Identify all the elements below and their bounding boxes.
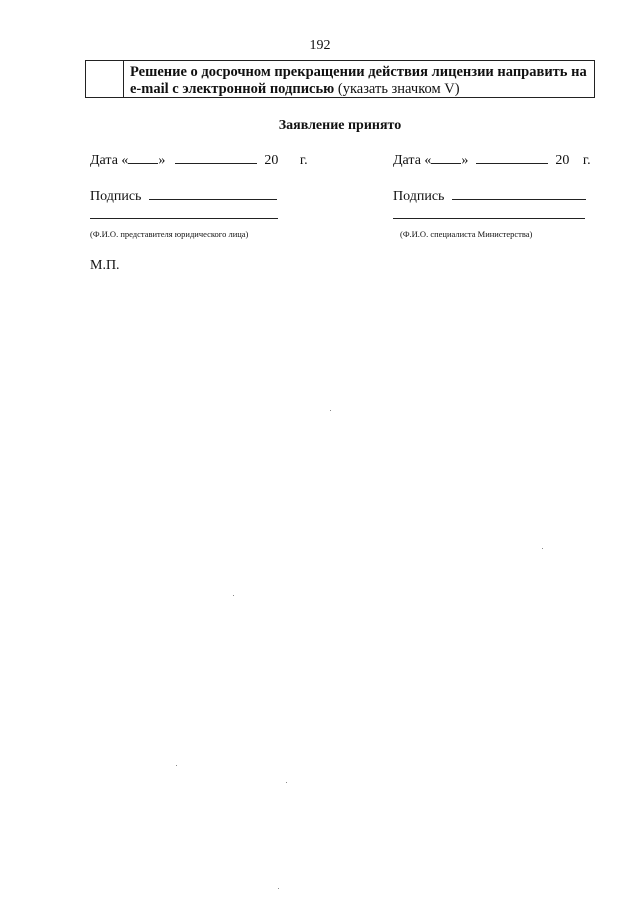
left-signature-blank[interactable]: [149, 188, 277, 200]
right-date-field: [393, 152, 591, 169]
right-day-blank[interactable]: [431, 152, 461, 164]
left-date-field: [90, 152, 308, 169]
right-name-caption: (Ф.И.О. специалиста Министерства): [400, 229, 533, 239]
right-year: 20: [555, 153, 570, 168]
scan-speck: [176, 765, 177, 766]
left-day-blank[interactable]: [128, 152, 158, 164]
left-month-blank[interactable]: [175, 152, 257, 164]
option-table: [85, 60, 595, 98]
scan-speck: [330, 410, 331, 411]
page-number: 192: [309, 38, 331, 53]
right-signature-label: Подпись: [393, 189, 445, 204]
right-year-suffix: г.: [582, 153, 591, 168]
option-text: [124, 61, 594, 97]
right-month-blank[interactable]: [476, 152, 548, 164]
left-signature-field: [90, 188, 277, 205]
right-date-close: »: [461, 153, 469, 168]
left-year: 20: [264, 153, 279, 168]
right-signature-blank[interactable]: [452, 188, 586, 200]
left-name-line[interactable]: [90, 218, 278, 219]
scan-speck: [286, 782, 287, 783]
right-name-line[interactable]: [393, 218, 585, 219]
left-name-caption: (Ф.И.О. представителя юридического лица): [90, 229, 249, 239]
section-heading: Заявление принято: [278, 118, 402, 133]
right-signature-field: [393, 188, 586, 205]
left-date-prefix: Дата «: [90, 153, 129, 168]
left-date-close: »: [158, 153, 166, 168]
option-text-bold: Решение о досрочном прекращении действия лицензии направить на e-mail с электронной подписью: [130, 64, 587, 97]
option-text-normal: (указать значком V): [334, 81, 460, 97]
option-checkbox[interactable]: [86, 61, 124, 97]
left-signature-label: Подпись: [90, 189, 142, 204]
scan-speck: [278, 888, 279, 889]
left-year-suffix: г.: [299, 153, 308, 168]
stamp-label: М.П.: [90, 258, 120, 273]
scan-speck: [542, 548, 543, 549]
right-date-prefix: Дата «: [393, 153, 432, 168]
scan-speck: [233, 595, 234, 596]
